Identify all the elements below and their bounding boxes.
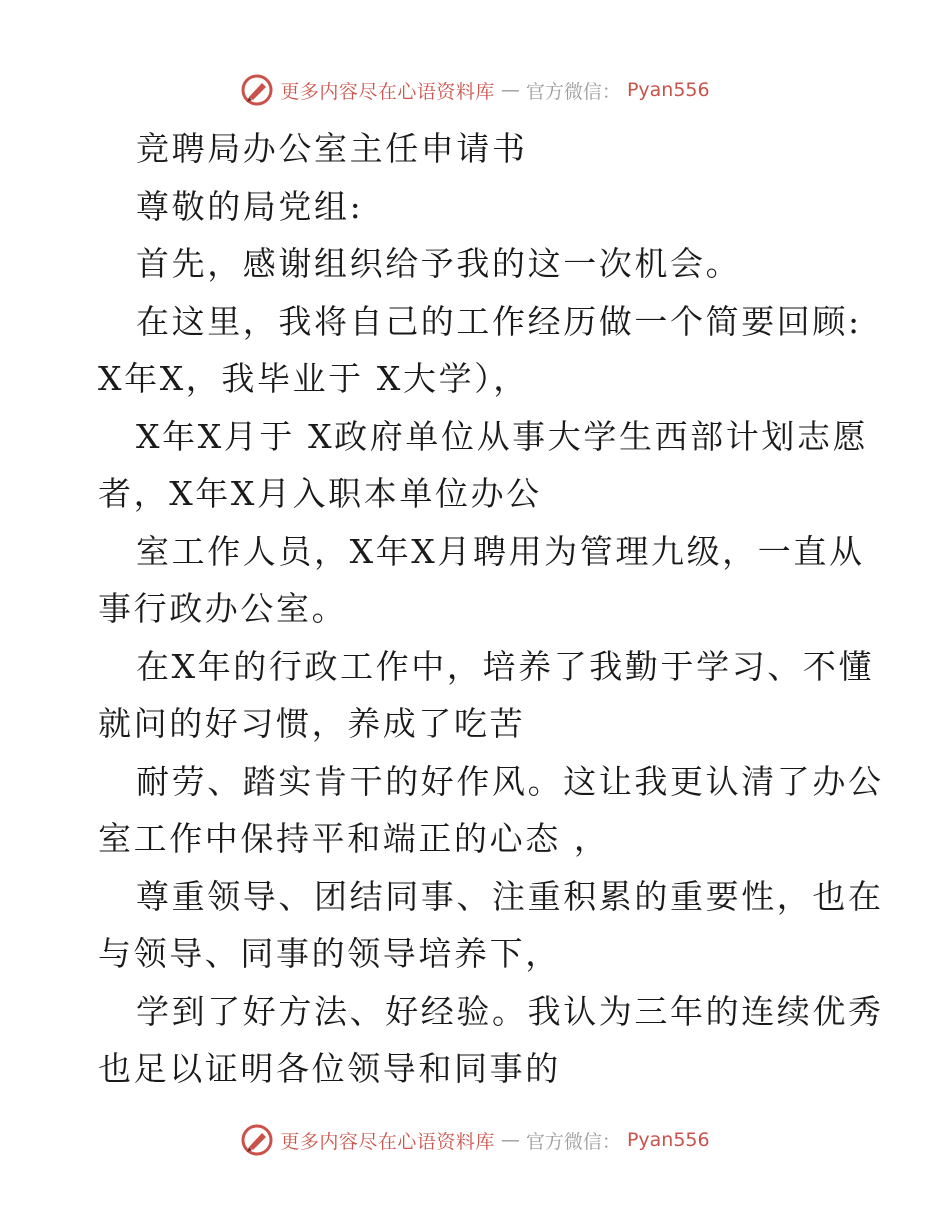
banner-separator: — <box>500 79 520 101</box>
pen-logo-icon <box>240 73 274 107</box>
document-title: 竞聘局办公室主任申请书 <box>136 129 528 168</box>
banner-main-text: 更多内容尽在心语资料库 <box>280 80 495 103</box>
banner-main-text: 更多内容尽在心语资料库 <box>280 1130 495 1153</box>
footer-watermark-banner <box>0 1120 950 1160</box>
banner-sub-text: 官方微信： <box>525 80 621 103</box>
paragraph-line: 就问的好习惯，养成了吃苦 <box>98 704 526 743</box>
document-body <box>98 120 884 1098</box>
paragraph-line: 室工作人员，X年X月聘用为管理九级，一直从 <box>136 531 865 571</box>
paragraph-line: 室工作中保持平和端正的心态 ， <box>98 819 610 858</box>
banner-separator: — <box>500 1129 520 1151</box>
paragraph-line: 尊重领导、团结同事、注重积累的重要性，也在 <box>136 876 884 916</box>
paragraph-line: 事行政办公室。 <box>98 589 348 628</box>
paragraph-line: X年X月于 X政府单位从事大学生西部计划志愿 <box>136 416 869 456</box>
paragraph-line: 在这里，我将自己的工作经历做一个简要回顾: <box>136 301 862 341</box>
paragraph-line: X年X，我毕业于 X大学）， <box>98 359 529 398</box>
header-watermark-banner <box>0 70 950 110</box>
paragraph-line: 也足以证明各位领导和同事的 <box>98 1049 561 1088</box>
salutation: 尊敬的局党组: <box>136 186 364 226</box>
paragraph-line: 与领导、同事的领导培养下， <box>98 934 561 973</box>
banner-wechat-id: Pyan556 <box>626 79 710 101</box>
paragraph-line: 学到了好方法、好经验。我认为三年的连续优秀 <box>136 991 884 1031</box>
paragraph-line: 在X年的行政工作中，培养了我勤于学习、不懂 <box>136 646 875 686</box>
paragraph-line: 耐劳、踏实肯干的好作风。这让我更认清了办公 <box>136 761 884 801</box>
paragraph-line: 者，X年X月入职本单位办公 <box>98 474 542 513</box>
paragraph-line: 首先，感谢组织给予我的这一次机会。 <box>136 244 742 283</box>
banner-wechat-id: Pyan556 <box>626 1129 710 1151</box>
banner-sub-text: 官方微信： <box>525 1130 621 1153</box>
pen-logo-icon <box>240 1123 274 1157</box>
